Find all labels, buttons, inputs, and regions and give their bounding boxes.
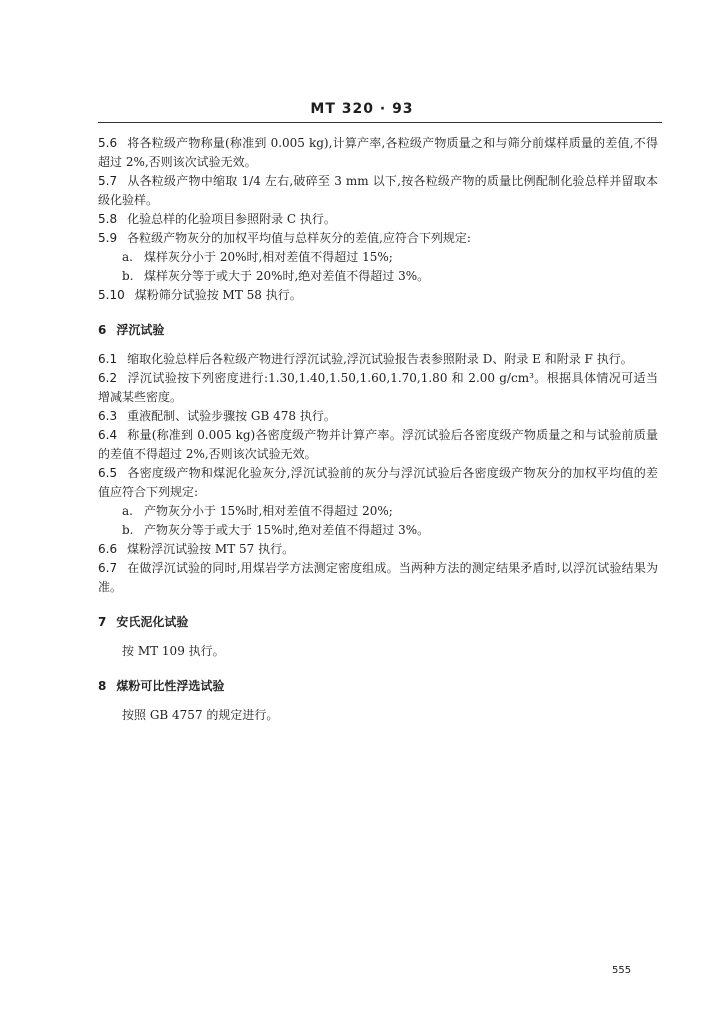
clause-6-3 bbox=[98, 407, 658, 426]
clause-6-5-item-a bbox=[122, 502, 658, 521]
clause-6-5 bbox=[98, 464, 658, 502]
page-number: 555 bbox=[612, 965, 632, 976]
section-number: 8 bbox=[98, 679, 107, 693]
item-label: b. bbox=[122, 269, 134, 283]
clause-5-7 bbox=[98, 172, 658, 210]
item-label: a. bbox=[122, 250, 133, 264]
section-8-body: 按照 GB 4757 的规定进行。 bbox=[122, 708, 279, 722]
clause-5-6 bbox=[98, 134, 658, 172]
section-number: 6 bbox=[98, 323, 107, 337]
clause-number: 5.7 bbox=[98, 174, 118, 188]
header-rule bbox=[98, 122, 662, 123]
document-body bbox=[98, 134, 658, 725]
clause-text: 各粒级产物灰分的加权平均值与总样灰分的差值,应符合下列规定: bbox=[127, 231, 471, 245]
clause-text: 称量(称准到 0.005 kg)各密度级产物并计算产率。浮沉试验后各密度级产物质量之和与试验前质量的差值不得超过 2%,否则该次试验无效。 bbox=[98, 428, 658, 461]
clause-number: 6.4 bbox=[98, 428, 118, 442]
section-title: 浮沉试验 bbox=[116, 323, 165, 337]
clause-number: 6.7 bbox=[98, 561, 118, 575]
clause-5-9 bbox=[98, 229, 658, 248]
clause-text: 将各粒级产物称量(称准到 0.005 kg),计算产率,各粒级产物质量之和与筛分前煤样质量的差值,不得超过 2%,否则该次试验无效。 bbox=[98, 136, 658, 169]
clause-text: 缩取化验总样后各粒级产物进行浮沉试验,浮沉试验报告表参照附录 D、附录 E 和附录 F 执行。 bbox=[127, 352, 633, 366]
item-text: 产物灰分小于 15%时,相对差值不得超过 20%; bbox=[144, 504, 393, 518]
page-header: MT 320 · 93 bbox=[310, 101, 414, 117]
clause-5-10 bbox=[98, 286, 658, 305]
clause-number: 5.6 bbox=[98, 136, 118, 150]
clause-text: 从各粒级产物中缩取 1/4 左右,破碎至 3 mm 以下,按各粒级产物的质量比例配制化验总样并留取本级化验样。 bbox=[98, 174, 658, 207]
clause-number: 5.10 bbox=[98, 288, 125, 302]
clause-text: 在做浮沉试验的同时,用煤岩学方法测定密度组成。当两种方法的测定结果矛盾时,以浮沉试验结果为准。 bbox=[98, 561, 658, 594]
section-heading-7 bbox=[98, 613, 658, 632]
clause-text: 浮沉试验按下列密度进行:1.30,1.40,1.50,1.60,1.70,1.80 和 2.00 g/cm³。根据具体情况可适当增减某些密度。 bbox=[98, 371, 658, 404]
clause-6-2 bbox=[98, 369, 658, 407]
section-7-body: 按 MT 109 执行。 bbox=[122, 644, 225, 658]
item-text: 煤样灰分小于 20%时,相对差值不得超过 15%; bbox=[144, 250, 393, 264]
item-text: 煤样灰分等于或大于 20%时,绝对差值不得超过 3%。 bbox=[144, 269, 430, 283]
item-label: b. bbox=[122, 523, 134, 537]
clause-number: 6.3 bbox=[98, 409, 118, 423]
item-label: a. bbox=[122, 504, 133, 518]
clause-number: 6.6 bbox=[98, 542, 118, 556]
clause-6-1 bbox=[98, 350, 658, 369]
section-title: 安氏泥化试验 bbox=[116, 615, 189, 629]
item-text: 产物灰分等于或大于 15%时,绝对差值不得超过 3%。 bbox=[144, 523, 430, 537]
section-number: 7 bbox=[98, 615, 107, 629]
section-heading-6 bbox=[98, 321, 658, 340]
clause-text: 化验总样的化验项目参照附录 C 执行。 bbox=[127, 212, 336, 226]
clause-number: 6.2 bbox=[98, 371, 118, 385]
clause-number: 5.9 bbox=[98, 231, 118, 245]
clause-text: 各密度级产物和煤泥化验灰分,浮沉试验前的灰分与浮沉试验后各密度级产物灰分的加权平均值的差值应符合下列规定: bbox=[98, 466, 658, 499]
clause-6-7 bbox=[98, 559, 658, 597]
clause-text: 煤粉筛分试验按 MT 58 执行。 bbox=[134, 288, 302, 302]
section-title: 煤粉可比性浮选试验 bbox=[116, 679, 225, 693]
clause-number: 5.8 bbox=[98, 212, 118, 226]
clause-5-9-item-a bbox=[122, 248, 658, 267]
clause-6-5-item-b bbox=[122, 521, 658, 540]
clause-6-4 bbox=[98, 426, 658, 464]
clause-number: 6.1 bbox=[98, 352, 118, 366]
clause-text: 重液配制、试验步骤按 GB 478 执行。 bbox=[127, 409, 336, 423]
clause-5-8 bbox=[98, 210, 658, 229]
clause-text: 煤粉浮沉试验按 MT 57 执行。 bbox=[127, 542, 295, 556]
clause-6-6 bbox=[98, 540, 658, 559]
section-heading-8 bbox=[98, 677, 658, 696]
clause-number: 6.5 bbox=[98, 466, 118, 480]
clause-5-9-item-b bbox=[122, 267, 658, 286]
